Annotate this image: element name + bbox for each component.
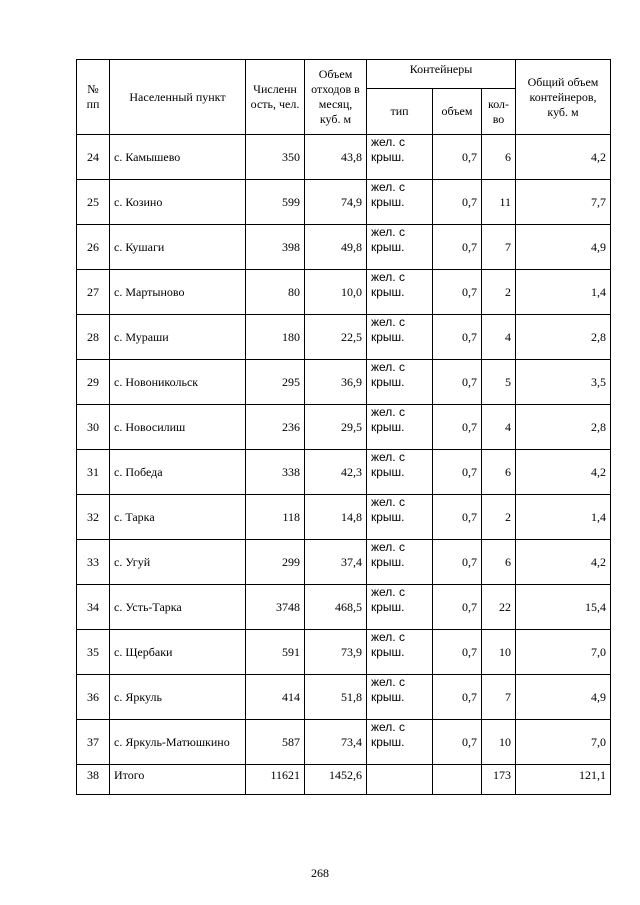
population-cell: 80 [246, 270, 305, 315]
row-number-cell: 38 [77, 765, 110, 795]
row-number-cell: 36 [77, 675, 110, 720]
settlement-name-cell: с. Щербаки [110, 630, 246, 675]
container-count-cell: 7 [482, 675, 516, 720]
container-type-cell: жел. с крыш. [367, 720, 433, 765]
row-number-cell: 37 [77, 720, 110, 765]
row-number-cell: 28 [77, 315, 110, 360]
container-volume-cell: 0,7 [433, 585, 482, 630]
row-number-cell: 33 [77, 540, 110, 585]
container-count-cell: 5 [482, 360, 516, 405]
waste-volume-cell: 43,8 [305, 135, 367, 180]
population-cell: 180 [246, 315, 305, 360]
total-volume-cell: 1,4 [516, 495, 611, 540]
population-cell: 299 [246, 540, 305, 585]
total-volume-cell: 7,0 [516, 630, 611, 675]
header-population: Численн ость, чел. [246, 60, 305, 135]
container-count-cell: 6 [482, 450, 516, 495]
table-row [77, 135, 611, 180]
total-volume-cell: 7,7 [516, 180, 611, 225]
container-volume-cell: 0,7 [433, 360, 482, 405]
header-num: № пп [77, 60, 110, 135]
header-container-type: тип [367, 89, 433, 135]
header-waste-volume: Объем отходов в месяц, куб. м [305, 60, 367, 135]
container-count-cell: 6 [482, 540, 516, 585]
waste-volume-cell: 49,8 [305, 225, 367, 270]
container-count-cell: 2 [482, 495, 516, 540]
population-cell: 398 [246, 225, 305, 270]
container-type-cell: жел. с крыш. [367, 630, 433, 675]
population-cell: 587 [246, 720, 305, 765]
waste-volume-cell: 73,9 [305, 630, 367, 675]
container-volume-cell: 0,7 [433, 225, 482, 270]
total-volume-cell: 4,2 [516, 540, 611, 585]
total-volume-cell: 7,0 [516, 720, 611, 765]
table-row [77, 180, 611, 225]
container-count-cell: 10 [482, 630, 516, 675]
waste-volume-cell: 36,9 [305, 360, 367, 405]
waste-volume-cell: 22,5 [305, 315, 367, 360]
container-volume-cell [433, 765, 482, 795]
total-volume-cell: 3,5 [516, 360, 611, 405]
population-cell: 338 [246, 450, 305, 495]
waste-volume-cell: 74,9 [305, 180, 367, 225]
table-body [77, 135, 611, 795]
population-cell: 11621 [246, 765, 305, 795]
row-number-cell: 34 [77, 585, 110, 630]
container-type-cell: жел. с крыш. [367, 135, 433, 180]
table-row [77, 540, 611, 585]
table-row [77, 585, 611, 630]
waste-volume-cell: 37,4 [305, 540, 367, 585]
population-cell: 414 [246, 675, 305, 720]
container-volume-cell: 0,7 [433, 405, 482, 450]
container-count-cell: 4 [482, 405, 516, 450]
waste-volume-cell: 1452,6 [305, 765, 367, 795]
row-number-cell: 24 [77, 135, 110, 180]
waste-volume-cell: 10,0 [305, 270, 367, 315]
header-settlement: Населенный пункт [110, 60, 246, 135]
container-count-cell: 4 [482, 315, 516, 360]
settlement-name-cell: с. Мураши [110, 315, 246, 360]
container-volume-cell: 0,7 [433, 495, 482, 540]
header-container-volume: объем [433, 89, 482, 135]
header-container-count: кол-во [482, 89, 516, 135]
container-count-cell: 10 [482, 720, 516, 765]
population-cell: 295 [246, 360, 305, 405]
container-volume-cell: 0,7 [433, 135, 482, 180]
container-count-cell: 11 [482, 180, 516, 225]
waste-volume-cell: 14,8 [305, 495, 367, 540]
container-count-cell: 173 [482, 765, 516, 795]
population-cell: 3748 [246, 585, 305, 630]
row-number-cell: 32 [77, 495, 110, 540]
container-type-cell: жел. с крыш. [367, 405, 433, 450]
container-volume-cell: 0,7 [433, 675, 482, 720]
container-volume-cell: 0,7 [433, 270, 482, 315]
header-total-volume: Общий объем контейнеров, куб. м [516, 60, 611, 135]
container-volume-cell: 0,7 [433, 540, 482, 585]
container-volume-cell: 0,7 [433, 315, 482, 360]
container-type-cell: жел. с крыш. [367, 675, 433, 720]
table-row [77, 450, 611, 495]
container-type-cell: жел. с крыш. [367, 585, 433, 630]
row-number-cell: 31 [77, 450, 110, 495]
settlement-name-cell: Итого [110, 765, 246, 795]
container-volume-cell: 0,7 [433, 630, 482, 675]
settlement-name-cell: с. Кушаги [110, 225, 246, 270]
waste-volume-cell: 468,5 [305, 585, 367, 630]
container-volume-cell: 0,7 [433, 450, 482, 495]
row-number-cell: 27 [77, 270, 110, 315]
settlement-name-cell: с. Яркуль-Матюшкино [110, 720, 246, 765]
population-cell: 236 [246, 405, 305, 450]
waste-volume-cell: 42,3 [305, 450, 367, 495]
container-type-cell [367, 765, 433, 795]
container-type-cell: жел. с крыш. [367, 315, 433, 360]
total-volume-cell: 121,1 [516, 765, 611, 795]
table-row [77, 360, 611, 405]
table-row [77, 675, 611, 720]
container-count-cell: 6 [482, 135, 516, 180]
table-row [77, 495, 611, 540]
total-volume-cell: 4,9 [516, 225, 611, 270]
total-volume-cell: 15,4 [516, 585, 611, 630]
waste-volume-cell: 73,4 [305, 720, 367, 765]
total-volume-cell: 4,2 [516, 450, 611, 495]
row-number-cell: 30 [77, 405, 110, 450]
row-number-cell: 26 [77, 225, 110, 270]
population-cell: 118 [246, 495, 305, 540]
total-row [77, 765, 611, 795]
waste-volume-cell: 51,8 [305, 675, 367, 720]
total-volume-cell: 4,9 [516, 675, 611, 720]
settlement-name-cell: с. Камышево [110, 135, 246, 180]
container-count-cell: 2 [482, 270, 516, 315]
table-row [77, 315, 611, 360]
settlement-name-cell: с. Новосилиш [110, 405, 246, 450]
total-volume-cell: 2,8 [516, 405, 611, 450]
container-type-cell: жел. с крыш. [367, 270, 433, 315]
total-volume-cell: 2,8 [516, 315, 611, 360]
table-row [77, 720, 611, 765]
table-row [77, 405, 611, 450]
settlement-name-cell: с. Новоникольск [110, 360, 246, 405]
table-header-row-1 [77, 60, 611, 89]
settlement-name-cell: с. Тарка [110, 495, 246, 540]
container-type-cell: жел. с крыш. [367, 360, 433, 405]
settlement-name-cell: с. Угуй [110, 540, 246, 585]
table-row [77, 225, 611, 270]
settlement-name-cell: с. Усть-Тарка [110, 585, 246, 630]
row-number-cell: 25 [77, 180, 110, 225]
container-type-cell: жел. с крыш. [367, 225, 433, 270]
total-volume-cell: 1,4 [516, 270, 611, 315]
page-number: 268 [311, 866, 329, 880]
header-containers: Контейнеры [367, 60, 516, 89]
container-volume-cell: 0,7 [433, 720, 482, 765]
waste-container-table [76, 59, 611, 795]
container-type-cell: жел. с крыш. [367, 180, 433, 225]
total-volume-cell: 4,2 [516, 135, 611, 180]
container-count-cell: 22 [482, 585, 516, 630]
container-count-cell: 7 [482, 225, 516, 270]
population-cell: 350 [246, 135, 305, 180]
table-row [77, 270, 611, 315]
settlement-name-cell: с. Мартыново [110, 270, 246, 315]
table-row [77, 630, 611, 675]
settlement-name-cell: с. Яркуль [110, 675, 246, 720]
population-cell: 599 [246, 180, 305, 225]
container-volume-cell: 0,7 [433, 180, 482, 225]
row-number-cell: 35 [77, 630, 110, 675]
row-number-cell: 29 [77, 360, 110, 405]
container-type-cell: жел. с крыш. [367, 540, 433, 585]
waste-volume-cell: 29,5 [305, 405, 367, 450]
settlement-name-cell: с. Победа [110, 450, 246, 495]
population-cell: 591 [246, 630, 305, 675]
settlement-name-cell: с. Козино [110, 180, 246, 225]
container-type-cell: жел. с крыш. [367, 495, 433, 540]
container-type-cell: жел. с крыш. [367, 450, 433, 495]
